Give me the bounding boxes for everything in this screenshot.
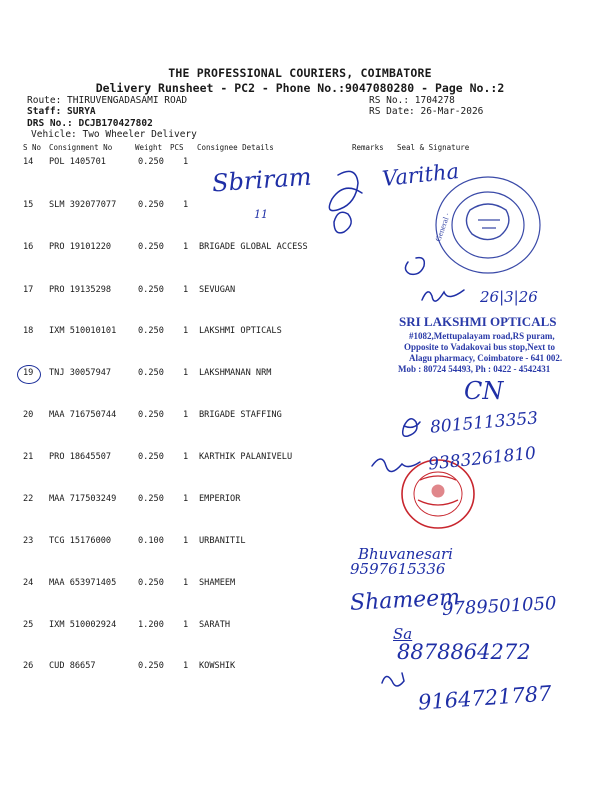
col-weight: Weight	[135, 143, 163, 152]
handwritten-phone-row25: 8878864272	[397, 640, 531, 664]
row-sno: 16	[23, 242, 34, 252]
row-consignment: TCG 15176000	[49, 536, 112, 546]
row-sno: 21	[23, 452, 34, 462]
handwritten-mark-row19: CN	[464, 377, 504, 405]
row-consignment: PRO 19101220	[49, 242, 112, 252]
row-pcs: 1	[183, 368, 189, 378]
handwritten-name-row14: Sbriram	[211, 162, 313, 198]
row-consignment: PRO 19135298	[49, 285, 112, 295]
signature-row17	[422, 290, 464, 301]
row-sno: 22	[23, 494, 34, 504]
drs-number: DRS No.: DCJB170427802	[27, 118, 153, 129]
col-consignment: Consignment No	[49, 143, 113, 152]
row-sno: 24	[23, 578, 34, 588]
row-pcs: 1	[183, 285, 189, 295]
handwritten-phone-row24: 9789501050	[441, 593, 558, 620]
rs-number: RS No.: 1704278	[369, 95, 455, 106]
row-weight: 0.100	[138, 536, 164, 546]
row-pcs: 1	[183, 200, 189, 210]
row-weight: 0.250	[138, 242, 164, 252]
handwritten-name-row25: Sa	[393, 625, 413, 643]
row-sno: 19	[23, 368, 34, 378]
row-consignment: SLM 392077077	[49, 200, 117, 210]
signature-row20	[403, 419, 420, 436]
handwritten-name-row24: Shameem	[349, 585, 461, 616]
row-consignee: BRIGADE GLOBAL ACCESS	[199, 242, 308, 252]
row-pcs: 1	[183, 157, 189, 167]
row-consignment: TNJ 30057947	[49, 368, 112, 378]
row-consignee: KARTHIK PALANIVELU	[199, 452, 293, 462]
signature-row16	[405, 258, 424, 275]
seal-ring-text: General ·	[433, 211, 453, 243]
row-consignee: SARATH	[199, 620, 231, 630]
row-pcs: 1	[183, 536, 189, 546]
handwritten-phone-row23: 9597615336	[350, 560, 446, 578]
row-consignee: KOWSHIK	[199, 661, 236, 671]
row-weight: 1.200	[138, 620, 164, 630]
staff-label: Staff: SURYA	[27, 106, 96, 117]
row-consignment: POL 1405701	[49, 157, 106, 167]
row-sno: 14	[23, 157, 34, 167]
route-label: Route: THIRUVENGADASAMI ROAD	[27, 95, 188, 106]
row-weight: 0.250	[138, 368, 164, 378]
row-weight: 0.250	[138, 578, 164, 588]
row-consignee: URBANITIL	[199, 536, 246, 546]
stamp-address-line2: Opposite to Vadakovai bus stop,Next to	[404, 342, 556, 352]
col-remarks: Remarks	[352, 143, 384, 152]
row-weight: 0.250	[138, 157, 164, 167]
vehicle-label: Vehicle: Two Wheeler Delivery	[31, 129, 197, 140]
row-sno: 26	[23, 661, 34, 671]
row-consignee: SHAMEEM	[199, 578, 236, 588]
rs-date: RS Date: 26-Mar-2026	[369, 106, 484, 117]
handwritten-date-row17: 26|3|26	[480, 288, 538, 306]
handwritten-phone-row21: 9383261810	[427, 443, 537, 475]
row-pcs: 1	[183, 410, 189, 420]
row-consignee: LAKSHMI OPTICALS	[199, 326, 282, 336]
row-weight: 0.250	[138, 410, 164, 420]
handwritten-name-row23: Bhuvanesari	[358, 545, 453, 563]
row-pcs: 1	[183, 452, 189, 462]
col-sno: S No	[23, 143, 42, 152]
row-consignment: IXM 510002924	[49, 620, 117, 630]
handwritten-phone-row20: 8015113353	[429, 408, 539, 438]
row-consignment: MAA 653971405	[49, 578, 117, 588]
row-pcs: 1	[183, 326, 189, 336]
row-weight: 0.250	[138, 200, 164, 210]
stamp-shop-name: SRI LAKSHMI OPTICALS	[399, 314, 557, 329]
row-sno: 18	[23, 326, 34, 336]
row-weight: 0.250	[138, 285, 164, 295]
col-pcs: PCS	[170, 143, 184, 152]
row-sno: 15	[23, 200, 34, 210]
company-seal-stamp	[436, 177, 540, 273]
stamp-address-line3: Alagu pharmacy, Coimbatore - 641 002.	[409, 353, 563, 363]
row-consignee: SEVUGAN	[199, 285, 236, 295]
row-pcs: 1	[183, 661, 189, 671]
row-sno: 20	[23, 410, 34, 420]
handwritten-mark-row15: 11	[254, 208, 268, 221]
col-consignee: Consignee Details	[197, 143, 274, 152]
row-sno: 25	[23, 620, 34, 630]
row-weight: 0.250	[138, 326, 164, 336]
stamp-address-line1: #1082,Mettupalayam road,RS puram,	[409, 331, 555, 341]
row-weight: 0.250	[138, 452, 164, 462]
handwritten-phone-row26: 9164721787	[417, 681, 553, 715]
row-weight: 0.250	[138, 661, 164, 671]
signature-row15	[334, 212, 351, 233]
row-consignment: MAA 717503249	[49, 494, 117, 504]
row-consignee: LAKSHMANAN NRM	[199, 368, 272, 378]
row-weight: 0.250	[138, 494, 164, 504]
signature-row26	[382, 673, 404, 686]
runsheet-subtitle: Delivery Runsheet - PC2 - Phone No.:9047080280 - Page No.:2	[95, 81, 505, 95]
row-sno: 17	[23, 285, 34, 295]
row-consignment: MAA 716750744	[49, 410, 117, 420]
row-consignment: PRO 18645507	[49, 452, 112, 462]
row-consignee: BRIGADE STAFFING	[199, 410, 282, 420]
row-pcs: 1	[183, 494, 189, 504]
row-pcs: 1	[183, 620, 189, 630]
handwritten-signature-row14: Varitha	[380, 159, 461, 191]
row-consignee: EMPERIOR	[199, 494, 241, 504]
stamp-contact-line: Mob : 80724 54493, Ph : 0422 - 4542431	[398, 364, 551, 374]
company-title: THE PROFESSIONAL COURIERS, COIMBATORE	[168, 66, 432, 80]
signature-row14	[329, 171, 362, 210]
row-consignment: CUD 86657	[49, 661, 96, 671]
col-seal-signature: Seal & Signature	[397, 143, 470, 152]
row-pcs: 1	[183, 242, 189, 252]
row-sno: 23	[23, 536, 34, 546]
row-consignment: IXM 510010101	[49, 326, 117, 336]
row-pcs: 1	[183, 578, 189, 588]
